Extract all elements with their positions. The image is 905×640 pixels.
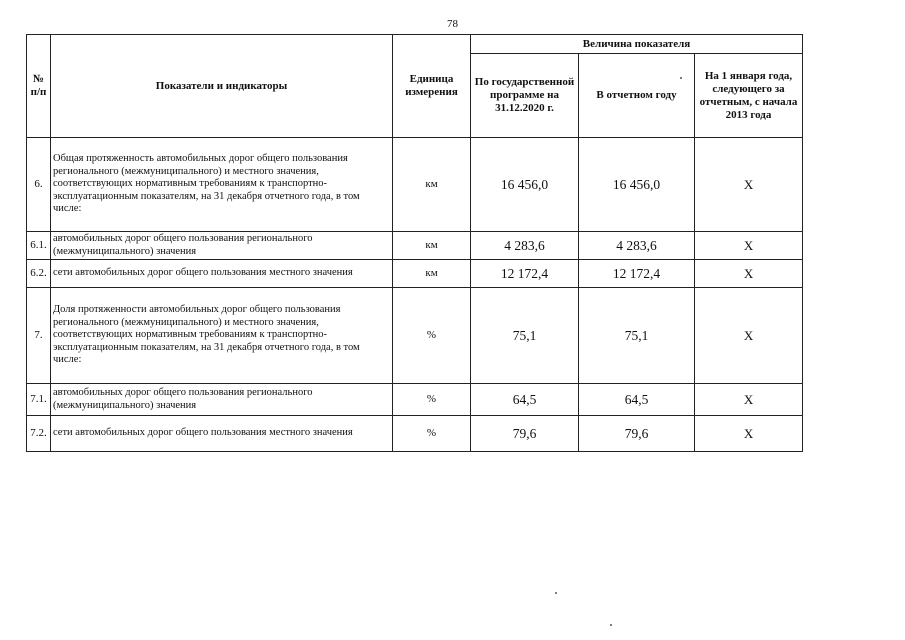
row-reporting-value: 12 172,4 [579,260,695,288]
table-row [27,416,803,452]
row-num: 7. [27,288,51,384]
row-unit: % [393,288,471,384]
row-program-value: 75,1 [471,288,579,384]
row-program-value: 79,6 [471,416,579,452]
row-indicator: Общая протяженность автомобильных дорог общего пользования регионального (межмуниципального) и местного значения, соответствующих нормативным требованиям к транспортно-эксплуатационным показателям, на 31 декабря отчетного года, в том числе: [51,138,393,232]
row-reporting-value: 79,6 [579,416,695,452]
header-indicator: Показатели и индикаторы [51,35,393,138]
header-next-year: На 1 января года, следующего за отчетным, с начала 2013 года [695,54,803,138]
row-next-year-value: Х [695,260,803,288]
row-reporting-value: 4 283,6 [579,232,695,260]
row-indicator: сети автомобильных дорог общего пользования местного значения [51,416,393,452]
row-unit: км [393,260,471,288]
header-num: № п/п [27,35,51,138]
row-num: 7.2. [27,416,51,452]
header-program: По государственной программе на 31.12.2020 г. [471,54,579,138]
row-next-year-value: Х [695,138,803,232]
row-indicator: автомобильных дорог общего пользования регионального (межмуниципального) значения [51,232,393,260]
header-reporting-year: В отчетном году [579,54,695,138]
row-num: 6.1. [27,232,51,260]
row-reporting-value: 16 456,0 [579,138,695,232]
row-reporting-value: 75,1 [579,288,695,384]
row-program-value: 16 456,0 [471,138,579,232]
scan-speck [555,592,557,594]
header-value-group: Величина показателя [471,35,803,54]
row-unit: % [393,416,471,452]
row-next-year-value: Х [695,232,803,260]
table-row [27,232,803,260]
row-unit: % [393,384,471,416]
scan-speck [680,77,682,79]
row-unit: км [393,138,471,232]
table-row [27,138,803,232]
row-program-value: 12 172,4 [471,260,579,288]
page-number: 78 [447,18,458,30]
scan-speck [610,624,612,626]
table-row [27,288,803,384]
row-program-value: 64,5 [471,384,579,416]
row-reporting-value: 64,5 [579,384,695,416]
row-next-year-value: Х [695,288,803,384]
row-next-year-value: Х [695,384,803,416]
row-indicator: автомобильных дорог общего пользования регионального (межмуниципального) значения [51,384,393,416]
indicators-table [26,34,803,452]
header-unit: Единица измерения [393,35,471,138]
row-program-value: 4 283,6 [471,232,579,260]
row-num: 7.1. [27,384,51,416]
table-row [27,260,803,288]
row-unit: км [393,232,471,260]
row-num: 6. [27,138,51,232]
table-row [27,384,803,416]
row-indicator: Доля протяженности автомобильных дорог общего пользования регионального (межмуниципального) и местного значения, соответствующих нормативным требованиям к транспортно-эксплуатационным показателям, на 31 декабря отчетного года, в том числе: [51,288,393,384]
row-indicator: сети автомобильных дорог общего пользования местного значения [51,260,393,288]
row-next-year-value: Х [695,416,803,452]
row-num: 6.2. [27,260,51,288]
